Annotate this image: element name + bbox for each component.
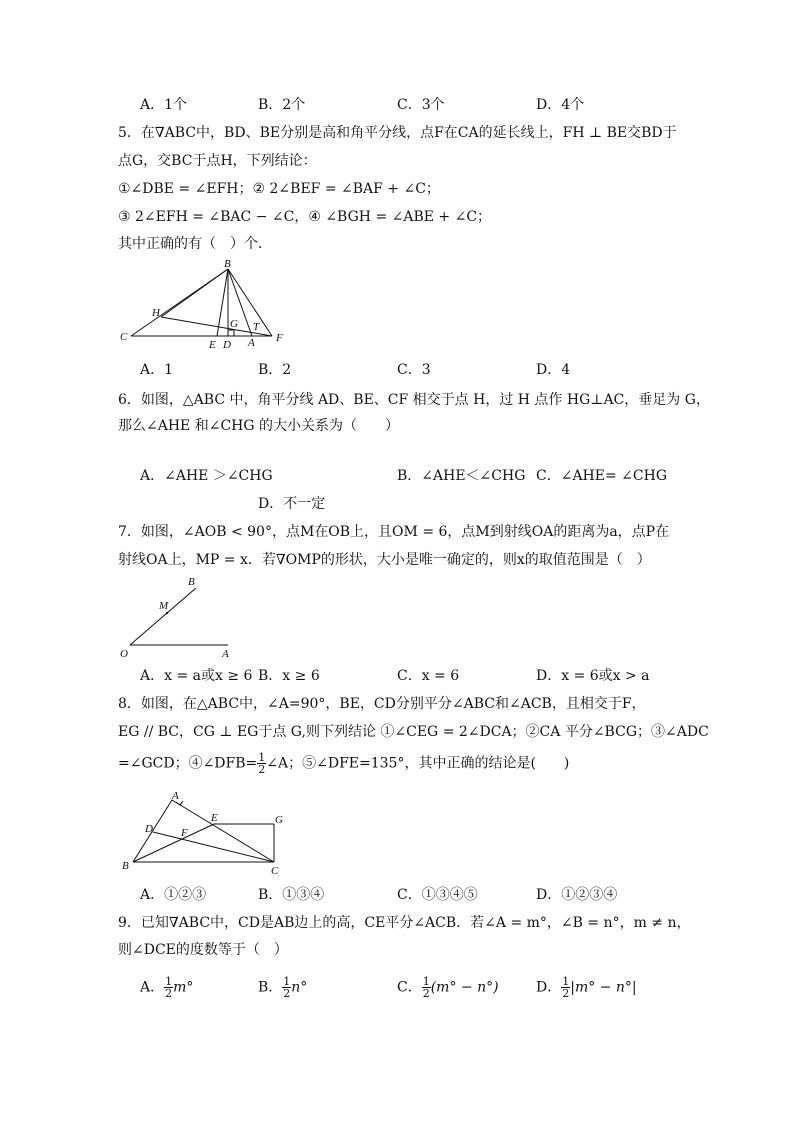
q8-label-f: F <box>181 827 188 839</box>
q4-option-b: B．2个 <box>258 97 306 113</box>
q5-option-c: C．3 <box>397 362 431 378</box>
q9-option-b-numerator: 1 <box>283 975 291 988</box>
q7-label-a: A <box>222 648 229 660</box>
q8-option-b: B．①③④ <box>258 887 325 903</box>
q7-option-b: B．x ≥ 6 <box>258 668 320 684</box>
q8-label-b: B <box>122 860 129 872</box>
q9-option-b <box>258 976 307 999</box>
q5-line-4: ③ 2∠EFH = ∠BAC − ∠C，④ ∠BGH = ∠ABE + ∠C； <box>118 209 492 225</box>
q9-option-d <box>536 976 637 999</box>
q7-label-o: O <box>120 648 128 660</box>
q5-label-e: E <box>209 339 216 351</box>
q8-label-e: E <box>211 812 218 824</box>
q9-option-b-expr: n° <box>291 979 308 996</box>
q5-label-t: T <box>253 321 260 333</box>
q8-label-g: G <box>275 814 283 826</box>
q6-line-2: 那么∠AHE 和∠CHG 的大小关系为（ ） <box>118 418 400 434</box>
q9-option-b-denominator: 2 <box>283 987 291 1000</box>
q9-option-a-expr: m° <box>173 979 194 996</box>
q9-option-a <box>140 976 193 999</box>
q5-label-d: D <box>223 339 231 351</box>
q9-option-d-fraction <box>561 976 570 999</box>
q8-fraction-numerator: 1 <box>258 751 266 764</box>
q5-option-d: D．4 <box>536 362 571 378</box>
q9-line-1: 9．已知∇ABC中，CD是AB边上的高，CE平分∠ACB．若∠A = m°，∠B = n°，m ≠ n， <box>118 915 691 931</box>
q6-option-a: A．∠AHE ＞∠CHG <box>140 468 273 484</box>
q8-line-2: EG // BC，CG ⊥ EG于点 G,则下列结论 ①∠CEG = 2∠DCA；②CA 平分∠BCG；③∠ADC <box>118 724 709 740</box>
q8-label-a: A <box>172 790 179 802</box>
q8-fraction-denominator: 2 <box>258 763 266 776</box>
q5-line-1: 5．在∇ABC中，BD、BE分别是高和角平分线，点F在CA的延长线上，FH ⊥ BE交BD于 <box>118 125 677 141</box>
q5-option-b: B．2 <box>258 362 292 378</box>
q5-label-f: F <box>276 332 283 344</box>
q5-label-b: B <box>224 258 231 270</box>
q7-line-1: 7．如图，∠AOB < 90°，点M在OB上，且OM = 6，点M到射线OA的距离为a，点P在 <box>118 524 670 540</box>
q9-option-c-label: C． <box>397 979 422 996</box>
q9-option-d-expr: |m° − n°| <box>570 979 637 996</box>
q6-option-d: D．不一定 <box>258 496 326 512</box>
q7-option-d: D．x = 6或x > a <box>536 668 650 684</box>
q9-option-c-numerator: 1 <box>422 975 430 988</box>
q9-option-c <box>397 976 499 999</box>
q9-option-a-denominator: 2 <box>165 987 173 1000</box>
q5-line-5: 其中正确的有（ ）个． <box>118 236 272 252</box>
q8-line-3-pre: =∠GCD；④∠DFB= <box>118 755 258 772</box>
q5-line-3: ①∠DBE = ∠EFH；② 2∠BEF = ∠BAF + ∠C； <box>118 181 440 197</box>
q9-option-b-fraction <box>282 976 291 999</box>
q8-option-a: A．①②③ <box>140 887 207 903</box>
q5-option-a: A．1 <box>140 362 174 378</box>
q8-label-c: C <box>271 865 279 877</box>
q5-line-2: 点G，交BC于点H，下列结论： <box>118 153 317 169</box>
q6-option-c: C．∠AHE= ∠CHG <box>536 468 667 484</box>
q9-line-2: 则∠DCE的度数等于（ ） <box>118 942 288 958</box>
q5-label-c: C <box>120 331 128 343</box>
q9-option-d-denominator: 2 <box>562 987 570 1000</box>
q8-option-d: D．①②③④ <box>536 887 618 903</box>
q9-option-d-label: D． <box>536 979 562 996</box>
q5-label-h: H <box>152 307 160 319</box>
q9-option-b-label: B． <box>258 979 283 996</box>
q6-line-1: 6．如图，△ABC 中，角平分线 AD、BE、CF 相交于点 H，过 H 点作 HG⊥AC，垂足为 G， <box>118 392 710 408</box>
q7-label-m: M <box>159 600 169 612</box>
q7-option-a: A．x = a或x ≥ 6 <box>140 668 253 684</box>
q4-option-a: A．1个 <box>140 97 188 113</box>
q9-option-c-fraction <box>422 976 431 999</box>
q8-line-3-post: ∠A；⑤∠DFE=135°，其中正确的结论是( ) <box>266 755 570 772</box>
q5-label-g: G <box>230 318 238 330</box>
q7-option-c: C．x = 6 <box>397 668 460 684</box>
q9-option-a-label: A． <box>140 979 165 996</box>
q7-label-b: B <box>188 576 195 588</box>
q8-label-d: D <box>145 823 153 835</box>
q5-label-a: A <box>248 337 255 349</box>
q7-line-2: 射线OA上，MP = x．若∇OMP的形状，大小是唯一确定的，则x的取值范围是（ ） <box>118 552 651 568</box>
q6-option-b: B．∠AHE＜∠CHG <box>397 468 526 484</box>
q8-line-1: 8．如图，在△ABC中，∠A=90°，BE，CD分别平分∠ABC和∠ACB，且相交于F， <box>118 696 646 712</box>
q4-option-c: C．3个 <box>397 97 445 113</box>
q4-option-d: D．4个 <box>536 97 585 113</box>
q9-option-d-numerator: 1 <box>562 975 570 988</box>
q9-option-c-expr: (m° − n°) <box>430 979 499 996</box>
q9-option-c-denominator: 2 <box>422 987 430 1000</box>
q9-option-a-numerator: 1 <box>165 975 173 988</box>
q8-option-c: C．①③④⑤ <box>397 887 478 903</box>
q9-option-a-fraction <box>164 976 173 999</box>
